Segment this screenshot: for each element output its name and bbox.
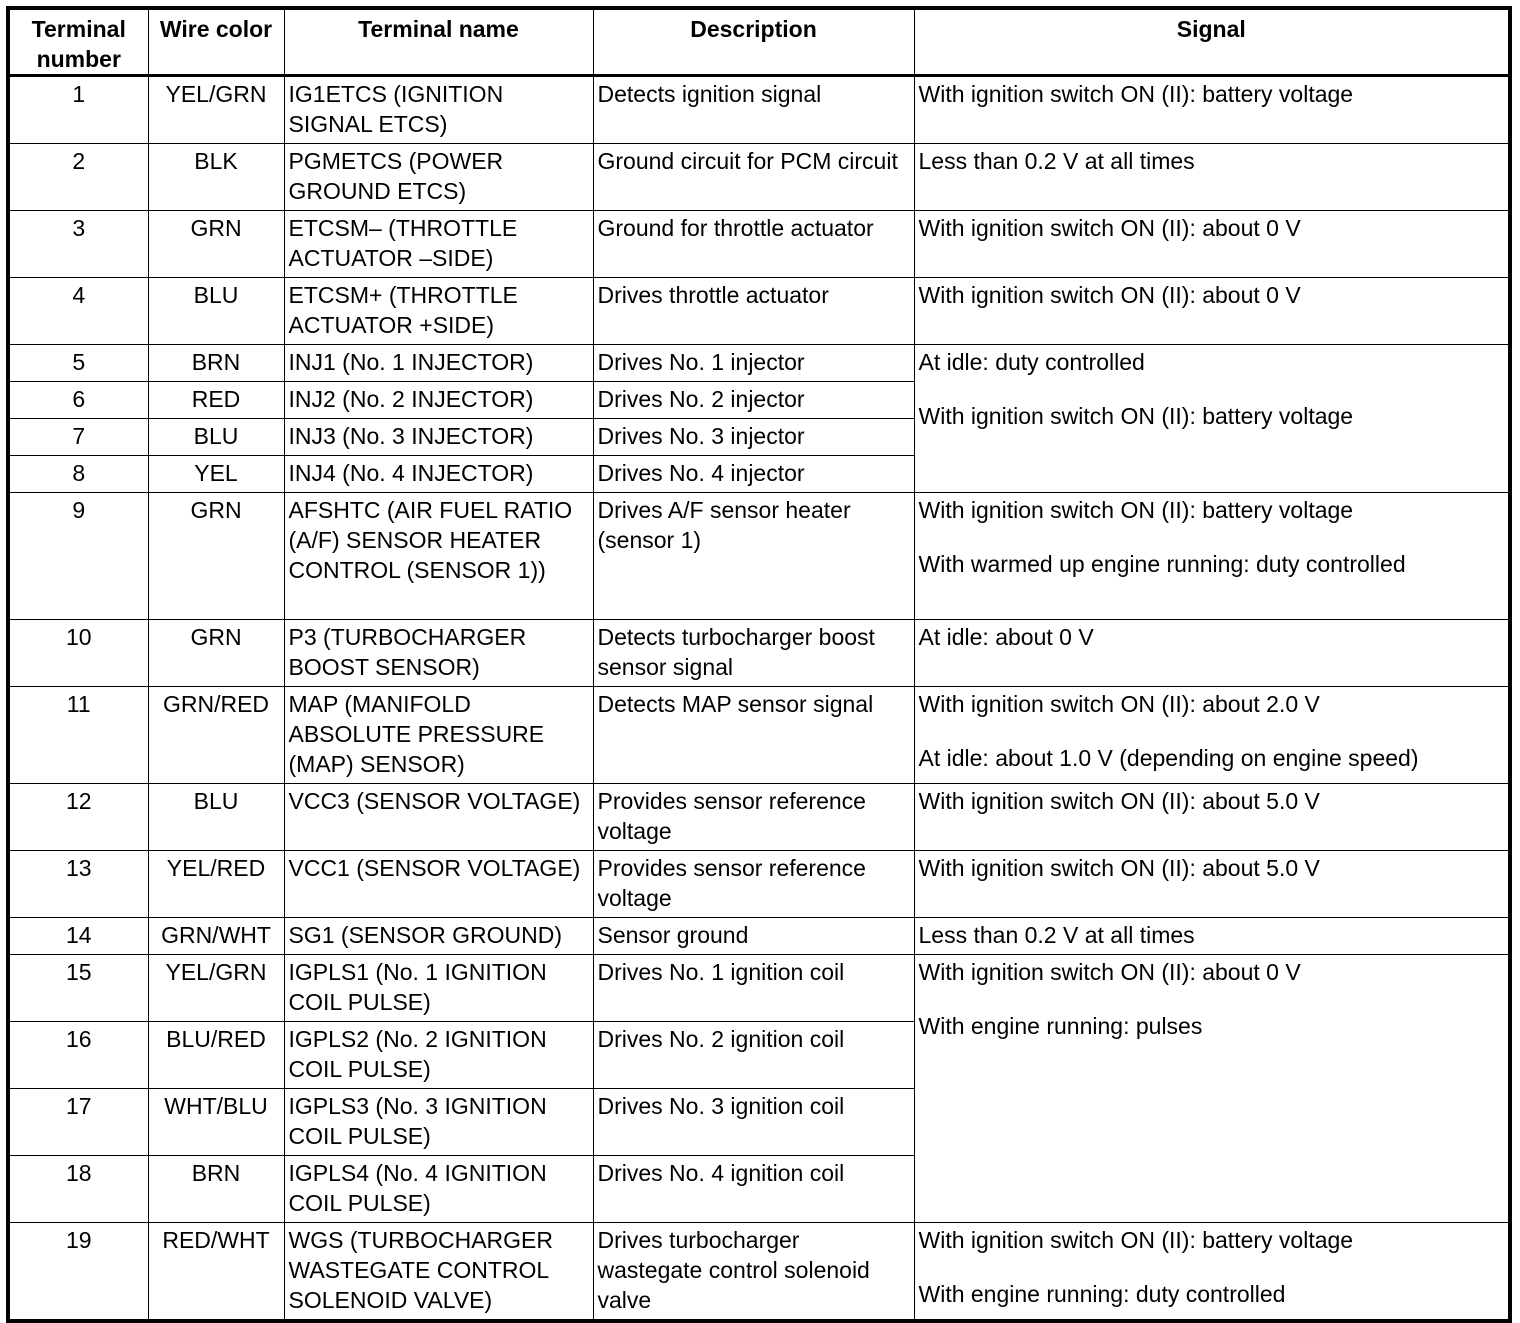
- signal-line: With ignition switch ON (II): about 0 V: [918, 215, 1301, 241]
- terminal-name-cell: IG1ETCS (IGNITION SIGNAL ETCS): [284, 76, 593, 144]
- table-row: [8, 345, 1510, 382]
- wire-color-cell: GRN: [148, 620, 284, 687]
- wire-color-cell: GRN: [148, 211, 284, 278]
- signal-cell: [914, 784, 1510, 851]
- wire-color-cell: GRN/WHT: [148, 918, 284, 955]
- table-row: [8, 620, 1510, 687]
- wire-color-cell: BRN: [148, 345, 284, 382]
- signal-cell: [914, 76, 1510, 144]
- terminal-number-cell: 11: [8, 687, 148, 784]
- terminal-number-cell: 19: [8, 1223, 148, 1322]
- signal-line: At idle: about 0 V: [918, 624, 1094, 650]
- wire-color-cell: WHT/BLU: [148, 1089, 284, 1156]
- table-row: [8, 918, 1510, 955]
- description-cell: Ground for throttle actuator: [593, 211, 914, 278]
- terminal-name-cell: VCC1 (SENSOR VOLTAGE): [284, 851, 593, 918]
- header-row: [8, 8, 1510, 76]
- terminal-number-cell: 1: [8, 76, 148, 144]
- description-cell: Drives No. 1 injector: [593, 345, 914, 382]
- terminal-number-cell: 13: [8, 851, 148, 918]
- signal-cell: [914, 278, 1510, 345]
- signal-line: With ignition switch ON (II): battery voltage: [918, 403, 1354, 429]
- terminal-number-cell: 7: [8, 419, 148, 456]
- description-cell: Detects turbocharger boost sensor signal: [593, 620, 914, 687]
- terminal-number-cell: 16: [8, 1022, 148, 1089]
- terminal-name-cell: P3 (TURBOCHARGER BOOST SENSOR): [284, 620, 593, 687]
- wire-color-cell: RED/WHT: [148, 1223, 284, 1322]
- wire-color-cell: BRN: [148, 1156, 284, 1223]
- signal-line: Less than 0.2 V at all times: [918, 922, 1195, 948]
- terminal-name-cell: INJ3 (No. 3 INJECTOR): [284, 419, 593, 456]
- signal-line: At idle: about 1.0 V (depending on engine speed): [918, 745, 1419, 771]
- description-cell: Drives No. 4 injector: [593, 456, 914, 493]
- terminal-name-cell: AFSHTC (AIR FUEL RATIO (A/F) SENSOR HEATER CONTROL (SENSOR 1)): [284, 493, 593, 620]
- terminal-number-cell: 6: [8, 382, 148, 419]
- terminal-name-cell: SG1 (SENSOR GROUND): [284, 918, 593, 955]
- terminal-number-cell: 18: [8, 1156, 148, 1223]
- terminal-number-cell: 4: [8, 278, 148, 345]
- wire-color-cell: BLU: [148, 419, 284, 456]
- signal-cell: [914, 1223, 1510, 1322]
- terminal-name-cell: IGPLS3 (No. 3 IGNITION COIL PULSE): [284, 1089, 593, 1156]
- signal-line: With ignition switch ON (II): battery voltage: [918, 1227, 1354, 1253]
- signal-cell: [914, 211, 1510, 278]
- wire-color-cell: YEL: [148, 456, 284, 493]
- description-cell: Drives No. 3 injector: [593, 419, 914, 456]
- header-description: Description: [593, 8, 914, 76]
- terminal-number-cell: 3: [8, 211, 148, 278]
- terminal-number-cell: 15: [8, 955, 148, 1022]
- header-signal: Signal: [914, 8, 1510, 76]
- wire-color-cell: GRN: [148, 493, 284, 620]
- signal-cell: [914, 345, 1510, 493]
- terminal-name-cell: INJ2 (No. 2 INJECTOR): [284, 382, 593, 419]
- signal-cell: [914, 687, 1510, 784]
- wire-color-cell: RED: [148, 382, 284, 419]
- terminal-name-cell: ETCSM+ (THROTTLE ACTUATOR +SIDE): [284, 278, 593, 345]
- signal-line: With ignition switch ON (II): battery voltage: [918, 81, 1354, 107]
- terminal-name-cell: WGS (TURBOCHARGER WASTEGATE CONTROL SOLENOID VALVE): [284, 1223, 593, 1322]
- signal-line: With ignition switch ON (II): about 5.0 V: [918, 788, 1320, 814]
- table-row: [8, 144, 1510, 211]
- header-terminal-name: Terminal name: [284, 8, 593, 76]
- terminal-name-cell: IGPLS2 (No. 2 IGNITION COIL PULSE): [284, 1022, 593, 1089]
- terminal-number-cell: 10: [8, 620, 148, 687]
- table-row: [8, 955, 1510, 1022]
- terminal-name-cell: INJ1 (No. 1 INJECTOR): [284, 345, 593, 382]
- terminal-number-cell: 14: [8, 918, 148, 955]
- terminal-name-cell: IGPLS1 (No. 1 IGNITION COIL PULSE): [284, 955, 593, 1022]
- description-cell: Sensor ground: [593, 918, 914, 955]
- signal-line: With engine running: pulses: [918, 1013, 1203, 1039]
- table-row: [8, 278, 1510, 345]
- description-cell: Drives throttle actuator: [593, 278, 914, 345]
- signal-cell: [914, 493, 1510, 620]
- description-cell: Drives A/F sensor heater (sensor 1): [593, 493, 914, 620]
- table-row: [8, 784, 1510, 851]
- header-terminal-number: Terminal number: [8, 8, 148, 76]
- description-cell: Drives No. 1 ignition coil: [593, 955, 914, 1022]
- table-row: [8, 851, 1510, 918]
- description-cell: Drives No. 3 ignition coil: [593, 1089, 914, 1156]
- signal-line: With ignition switch ON (II): about 0 V: [918, 959, 1301, 985]
- wire-color-cell: GRN/RED: [148, 687, 284, 784]
- terminal-table-container: [6, 6, 1508, 1323]
- terminal-number-cell: 9: [8, 493, 148, 620]
- description-cell: Provides sensor reference voltage: [593, 784, 914, 851]
- description-cell: Drives No. 4 ignition coil: [593, 1156, 914, 1223]
- table-row: [8, 1223, 1510, 1322]
- terminal-name-cell: PGMETCS (POWER GROUND ETCS): [284, 144, 593, 211]
- terminal-name-cell: VCC3 (SENSOR VOLTAGE): [284, 784, 593, 851]
- signal-cell: [914, 918, 1510, 955]
- description-cell: Detects MAP sensor signal: [593, 687, 914, 784]
- terminal-number-cell: 12: [8, 784, 148, 851]
- terminal-name-cell: IGPLS4 (No. 4 IGNITION COIL PULSE): [284, 1156, 593, 1223]
- signal-line: With ignition switch ON (II): about 5.0 V: [918, 855, 1320, 881]
- signal-cell: [914, 851, 1510, 918]
- description-cell: Detects ignition signal: [593, 76, 914, 144]
- signal-line: Less than 0.2 V at all times: [918, 148, 1195, 174]
- description-cell: Drives turbocharger wastegate control solenoid valve: [593, 1223, 914, 1322]
- signal-cell: [914, 620, 1510, 687]
- wire-color-cell: BLU: [148, 784, 284, 851]
- signal-cell: [914, 144, 1510, 211]
- wire-color-cell: YEL/RED: [148, 851, 284, 918]
- signal-cell: [914, 955, 1510, 1223]
- wire-color-cell: BLU: [148, 278, 284, 345]
- wire-color-cell: BLU/RED: [148, 1022, 284, 1089]
- table-row: [8, 211, 1510, 278]
- signal-line: At idle: duty controlled: [918, 349, 1145, 375]
- wire-color-cell: YEL/GRN: [148, 955, 284, 1022]
- signal-line: With ignition switch ON (II): about 2.0 V: [918, 691, 1320, 717]
- signal-line: With warmed up engine running: duty controlled: [918, 551, 1406, 577]
- wire-color-cell: YEL/GRN: [148, 76, 284, 144]
- signal-line: With engine running: duty controlled: [918, 1281, 1286, 1307]
- signal-line: With ignition switch ON (II): battery voltage: [918, 497, 1354, 523]
- pcm-terminal-table: [6, 6, 1512, 1323]
- terminal-number-cell: 8: [8, 456, 148, 493]
- terminal-number-cell: 5: [8, 345, 148, 382]
- terminal-name-cell: MAP (MANIFOLD ABSOLUTE PRESSURE (MAP) SENSOR): [284, 687, 593, 784]
- terminal-number-cell: 17: [8, 1089, 148, 1156]
- terminal-name-cell: ETCSM– (THROTTLE ACTUATOR –SIDE): [284, 211, 593, 278]
- table-row: [8, 493, 1510, 620]
- table-row: [8, 687, 1510, 784]
- description-cell: Ground circuit for PCM circuit: [593, 144, 914, 211]
- description-cell: Drives No. 2 injector: [593, 382, 914, 419]
- wire-color-cell: BLK: [148, 144, 284, 211]
- header-wire-color: Wire color: [148, 8, 284, 76]
- terminal-number-cell: 2: [8, 144, 148, 211]
- description-cell: Drives No. 2 ignition coil: [593, 1022, 914, 1089]
- terminal-name-cell: INJ4 (No. 4 INJECTOR): [284, 456, 593, 493]
- signal-line: With ignition switch ON (II): about 0 V: [918, 282, 1301, 308]
- description-cell: Provides sensor reference voltage: [593, 851, 914, 918]
- table-row: [8, 76, 1510, 144]
